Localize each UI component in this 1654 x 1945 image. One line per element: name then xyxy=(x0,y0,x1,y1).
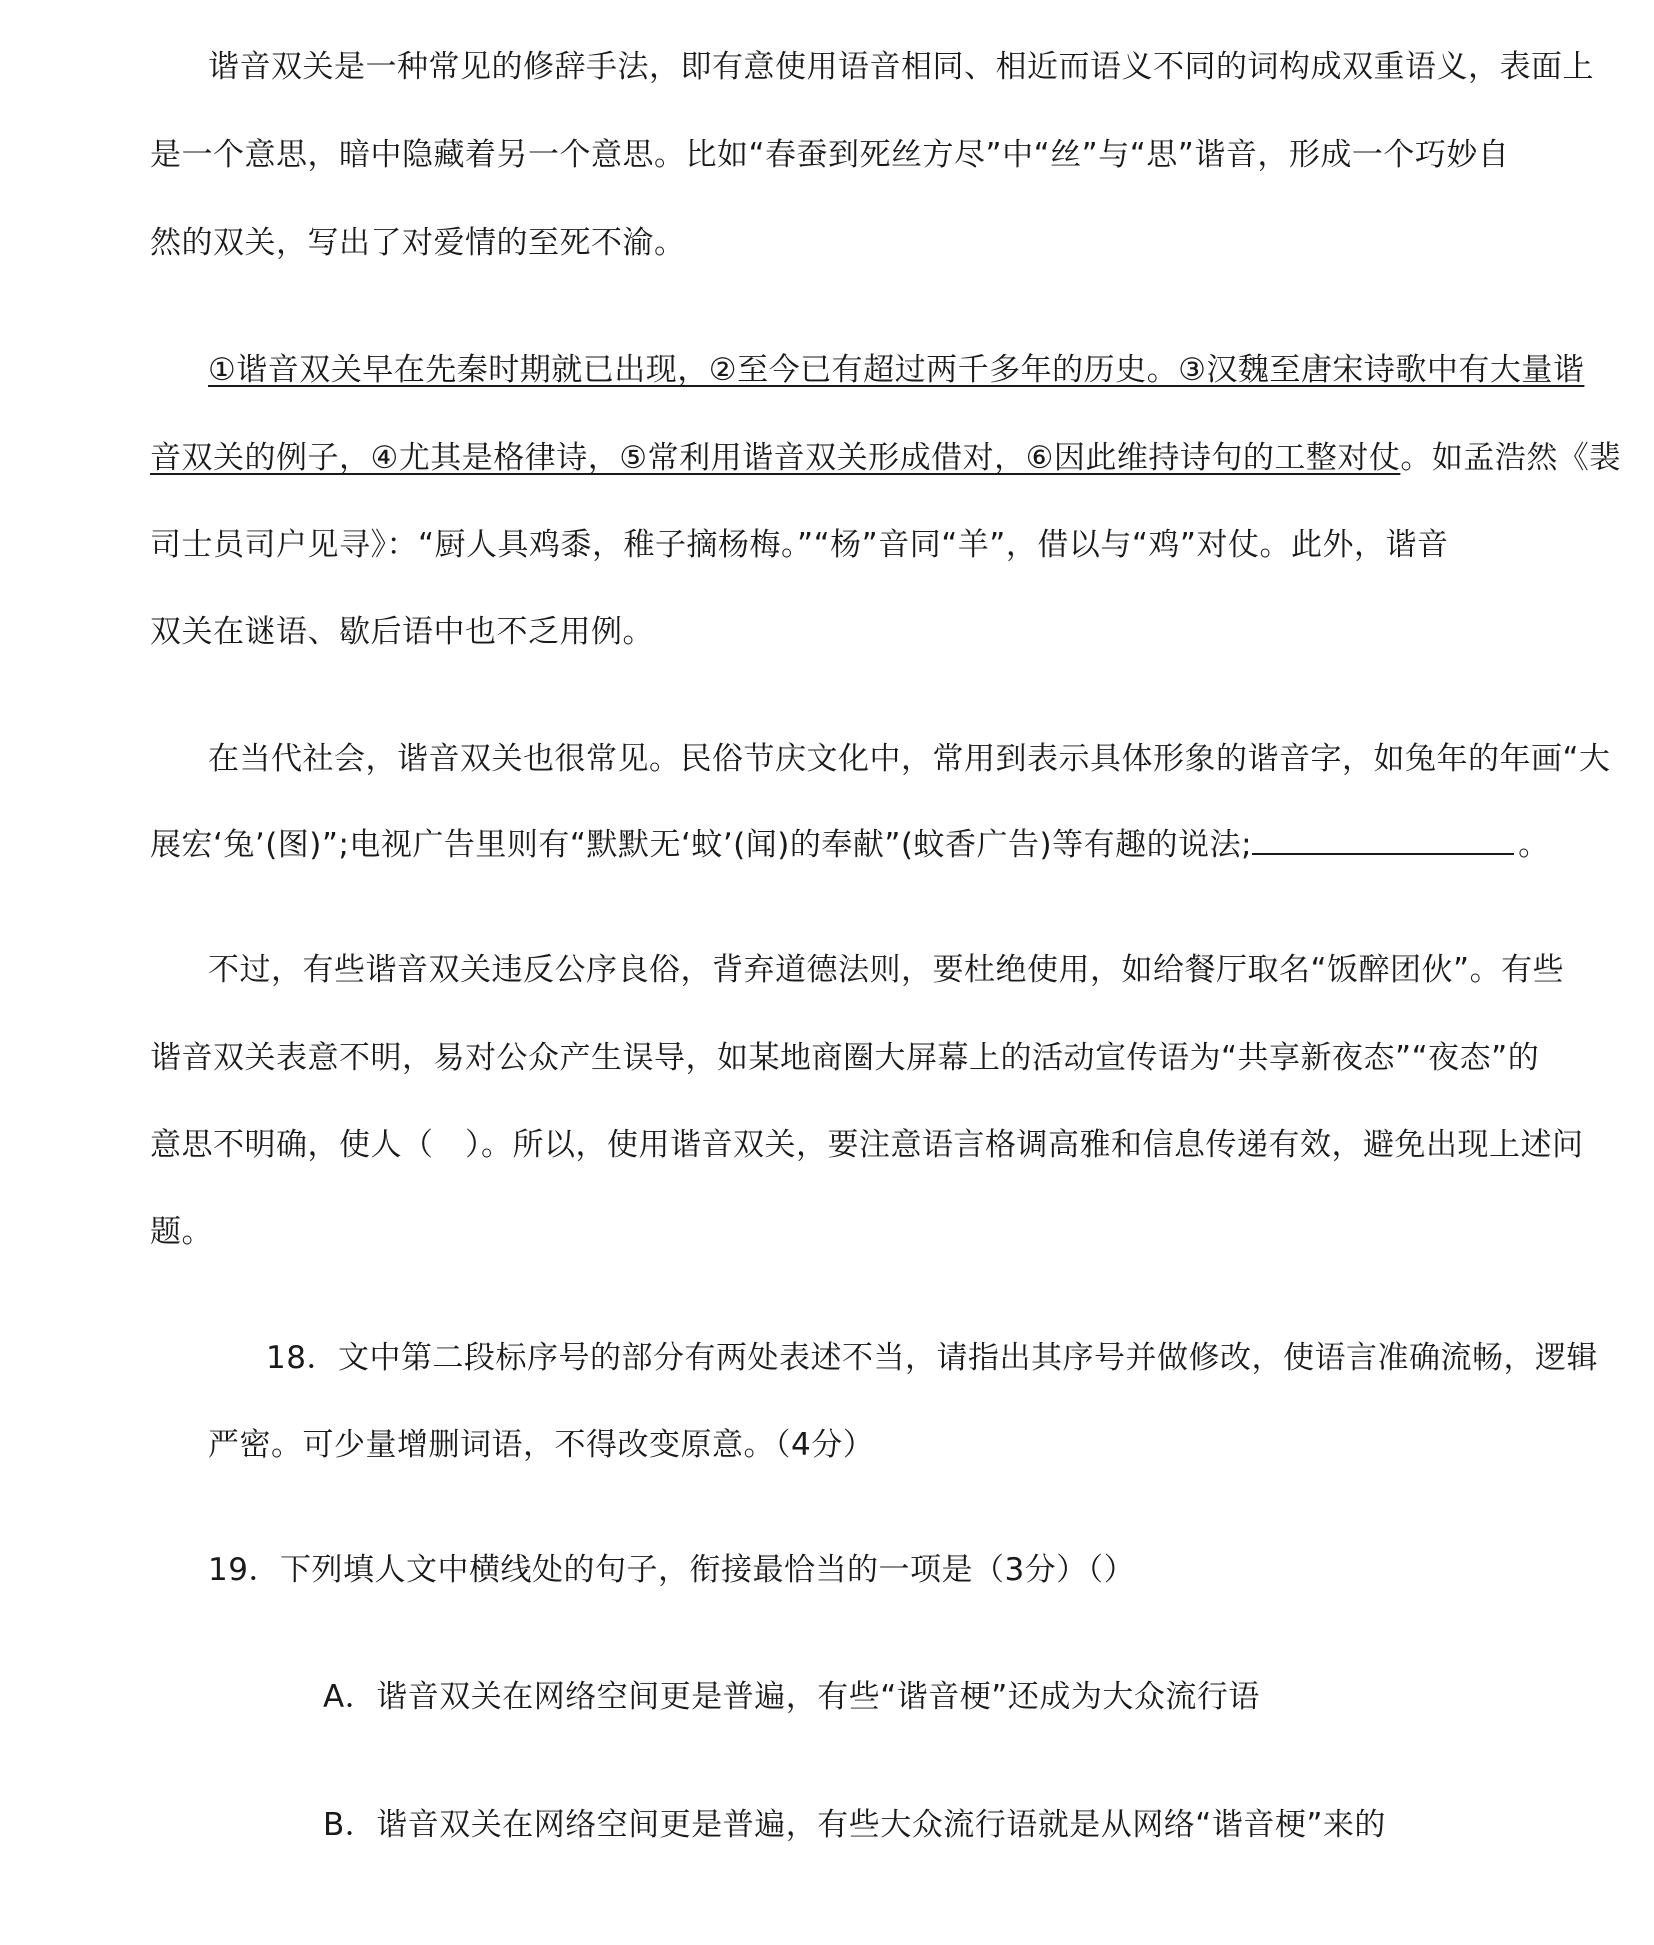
question18-line1: 18．文中第二段标序号的部分有两处表述不当，请指出其序号并做修改，使语言准确流畅，逻辑 xyxy=(266,1340,1598,1376)
fill-in-blank xyxy=(1252,823,1514,855)
paragraph3-line2-end: 。 xyxy=(1518,827,1550,863)
paragraph1-line3: 然的双关，写出了对爱情的至死不渝。 xyxy=(150,225,686,261)
question19-option-a: A．谐音双关在网络空间更是普遍，有些“谐音梗”还成为大众流行语 xyxy=(323,1679,1260,1715)
question18-line2: 严密。可少量增删词语，不得改变原意。（4分） xyxy=(208,1427,875,1463)
paragraph2-line2 xyxy=(150,433,1621,483)
paragraph4-line2: 谐音双关表意不明，易对公众产生误导，如某地商圈大屏幕上的活动宣传语为“共享新夜态”“夜态”的 xyxy=(150,1040,1540,1076)
paragraph3-line1: 在当代社会，谐音双关也很常见。民俗节庆文化中，常用到表示具体形象的谐音字，如兔年的年画“大 xyxy=(208,741,1611,777)
underlined-text: 音双关的例子，④尤其是格律诗，⑤常利用谐音双关形成借对，⑥因此维持诗句的工整对仗 xyxy=(150,440,1401,476)
paragraph2-line3: 司士员司户见寻》：“厨人具鸡黍，稚子摘杨梅。”“杨”音同“羊”，借以与“鸡”对仗。此外，谐音 xyxy=(150,527,1449,563)
paragraph2-line2-rest: 。如孟浩然《裴 xyxy=(1400,440,1621,476)
question19-option-b: B．谐音双关在网络空间更是普遍，有些大众流行语就是从网络“谐音梗”来的 xyxy=(323,1807,1386,1843)
paragraph4-line3: 意思不明确，使人（ ）。所以，使用谐音双关，要注意语言格调高雅和信息传递有效，避免出现上述问 xyxy=(150,1127,1584,1163)
question19-stem: 19．下列填人文中横线处的句子，衔接最恰当的一项是（3分）（） xyxy=(208,1552,1136,1588)
paragraph2-line4: 双关在谜语、歇后语中也不乏用例。 xyxy=(150,614,654,650)
paragraph3-line2-text: 展宏‘兔’(图)”;电视广告里则有“默默无‘蚊’(闻)的奉献”(蚊香广告)等有趣的说法; xyxy=(150,827,1253,863)
underlined-text: ①谐音双关早在先秦时期就已出现，②至今已有超过两千多年的历史。③汉魏至唐宋诗歌中有大量谐 xyxy=(208,352,1585,388)
paragraph1-line2: 是一个意思，暗中隐藏着另一个意思。比如“春蚕到死丝方尽”中“丝”与“思”谐音，形成一个巧妙自 xyxy=(150,137,1510,173)
paragraph1-line1: 谐音双关是一种常见的修辞手法，即有意使用语音相同、相近而语义不同的词构成双重语义，表面上 xyxy=(208,49,1594,85)
paragraph3-line2 xyxy=(150,820,1550,870)
paragraph4-line1: 不过，有些谐音双关违反公序良俗，背弃道德法则，要杜绝使用，如给餐厅取名“饭醉团伙”。有些 xyxy=(208,952,1565,988)
paragraph2-line1 xyxy=(208,345,1584,395)
paragraph4-line4: 题。 xyxy=(150,1214,213,1250)
